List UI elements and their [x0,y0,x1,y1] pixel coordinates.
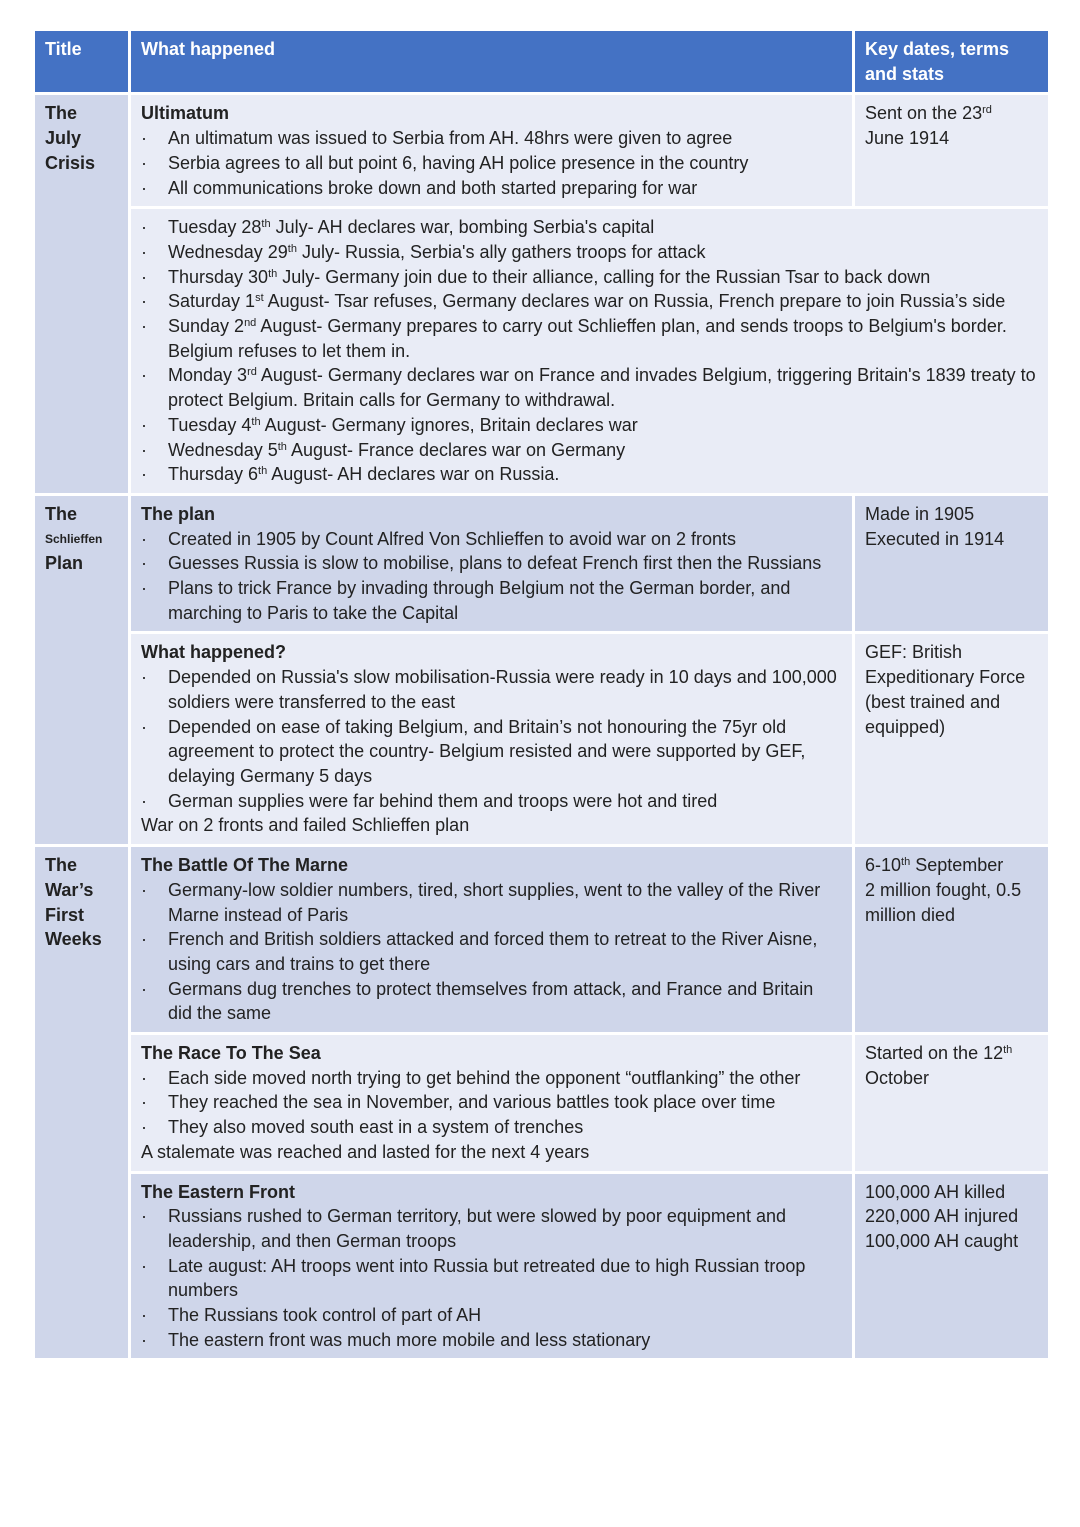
list-item: · Guesses Russia is slow to mobilise, plans to defeat French first then the Russians [141,551,842,576]
bullet-list [141,878,842,1026]
eastern-front-cell [130,1172,854,1360]
table-row [34,94,1050,208]
row-title-schlieffen-plan: The Schlieffen Plan [34,494,130,845]
list-item: · Germans dug trenches to protect themselves from attack, and France and Britain did the same [141,977,842,1026]
plan-cell [130,494,854,633]
list-item: · French and British soldiers attacked and forced them to retreat to the River Aisne, using cars and trains to get there [141,927,842,976]
row-title-july-crisis: The July Crisis [34,94,130,495]
header-key-dates: Key dates, terms and stats [854,30,1050,94]
section-heading: Ultimatum [141,103,230,124]
bullet-list [141,1066,842,1140]
section-heading: The Eastern Front [141,1181,296,1202]
section-heading: The Battle Of The Marne [141,855,349,876]
list-item: · They also moved south east in a system of trenches [141,1115,842,1140]
list-item: · Depended on ease of taking Belgium, and Britain’s not honouring the 75yr old agreement to protect the country- Belgium resisted and were supported by GEF, delaying Germany 5 days [141,715,842,789]
conclusion-text: A stalemate was reached and lasted for the next 4 years [141,1141,590,1162]
what-happened-cell [130,633,854,846]
list-item: · Serbia agrees to all but point 6, having AH police presence in the country [141,151,842,176]
list-item: · Germany-low soldier numbers, tired, short supplies, went to the valley of the River Marne instead of Paris [141,878,842,927]
list-item: · Tuesday 28th July- AH declares war, bombing Serbia's capital [141,215,1038,240]
list-item: · Each side moved north trying to get behind the opponent “outflanking” the other [141,1066,842,1091]
bullet-list [141,215,1038,487]
key-dates-cell: Made in 1905 Executed in 1914 [854,494,1050,633]
section-heading: The Race To The Sea [141,1043,321,1064]
list-item: · Thursday 30th July- Germany join due to their alliance, calling for the Russian Tsar to back down [141,265,1038,290]
section-heading: What happened? [141,642,286,663]
ultimatum-cell [130,94,854,208]
list-item: · Plans to trick France by invading through Belgium not the German border, and marching to Paris to take the Capital [141,576,842,625]
list-item: · The eastern front was much more mobile and less stationary [141,1328,842,1353]
table-row [34,846,1050,1034]
list-item: · An ultimatum was issued to Serbia from AH. 48hrs were given to agree [141,126,842,151]
list-item: · The Russians took control of part of AH [141,1303,842,1328]
table-row [34,1172,1050,1360]
list-item: · Monday 3rd August- Germany declares war on France and invades Belgium, triggering Britain's 1839 treaty to protect Belgium. Britain calls for Germany to withdrawal. [141,363,1038,412]
bullet-list [141,665,842,813]
list-item: · They reached the sea in November, and various battles took place over time [141,1090,842,1115]
key-dates-cell: 100,000 AH killed 220,000 AH injured 100,000 AH caught [854,1172,1050,1360]
key-dates-cell: 6-10th September 2 million fought, 0.5 million died [854,846,1050,1034]
row-title-wars-first-weeks: The War’s First Weeks [34,846,130,1360]
key-dates-cell: Sent on the 23rd June 1914 [854,94,1050,208]
list-item: · All communications broke down and both started preparing for war [141,176,842,201]
header-row [34,30,1050,94]
bullet-list [141,527,842,626]
summary-table [32,28,1051,1361]
table-row [34,633,1050,846]
list-item: · Wednesday 5th August- France declares war on Germany [141,438,1038,463]
list-item: · German supplies were far behind them and troops were hot and tired [141,789,842,814]
list-item: · Saturday 1st August- Tsar refuses, Germany declares war on Russia, French prepare to join Russia’s side [141,289,1038,314]
bullet-list [141,1204,842,1352]
list-item: · Created in 1905 by Count Alfred Von Schlieffen to avoid war on 2 fronts [141,527,842,552]
table-row [34,494,1050,633]
list-item: · Thursday 6th August- AH declares war on Russia. [141,462,1038,487]
key-dates-cell: Started on the 12th October [854,1034,1050,1173]
bullet-list [141,126,842,200]
list-item: · Tuesday 4th August- Germany ignores, Britain declares war [141,413,1038,438]
header-title: Title [34,30,130,94]
list-item: · Late august: AH troops went into Russia but retreated due to high Russian troop numbers [141,1254,842,1303]
table-row [34,1034,1050,1173]
list-item: · Sunday 2nd August- Germany prepares to carry out Schlieffen plan, and sends troops to Belgium's border. Belgium refuses to let them in. [141,314,1038,363]
section-heading: The plan [141,503,216,524]
header-what-happened: What happened [130,30,854,94]
marne-cell [130,846,854,1034]
key-dates-cell: GEF: British Expeditionary Force (best trained and equipped) [854,633,1050,846]
table-row [34,208,1050,495]
timeline-cell [130,208,1050,495]
list-item: · Russians rushed to German territory, but were slowed by poor equipment and leadership, and then German troops [141,1204,842,1253]
conclusion-text: War on 2 fronts and failed Schlieffen plan [141,815,470,836]
race-cell [130,1034,854,1173]
list-item: · Wednesday 29th July- Russia, Serbia's ally gathers troops for attack [141,240,1038,265]
list-item: · Depended on Russia's slow mobilisation-Russia were ready in 10 days and 100,000 soldiers were transferred to the east [141,665,842,714]
